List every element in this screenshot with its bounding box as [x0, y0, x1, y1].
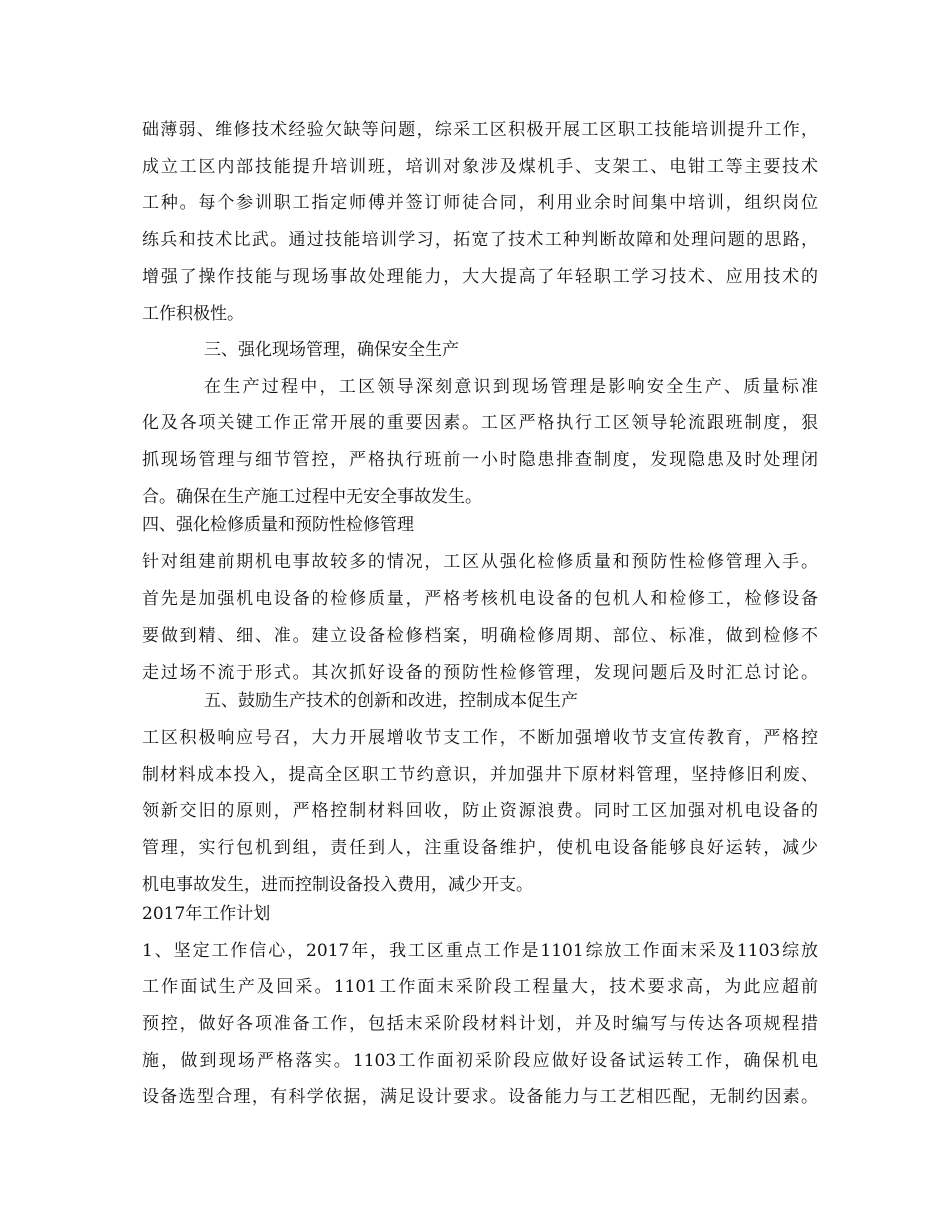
paragraph-line: 工作积极性。 — [142, 304, 244, 324]
section-heading: 2017年工作计划 — [142, 904, 271, 924]
section-heading: 三、强化现场管理，确保安全生产 — [204, 340, 459, 360]
paragraph-line: 要做到精、细、准。建立设备检修档案，明确检修周期、部位、标准，做到检修不 — [142, 626, 818, 646]
paragraph-line: 增强了操作技能与现场事故处理能力，大大提高了年轻职工学习技术、应用技术的 — [142, 267, 818, 287]
paragraph-line: 走过场不流于形式。其次抓好设备的预防性检修管理，发现问题后及时汇总讨论。 — [142, 663, 818, 683]
paragraph-line: 管理，实行包机到组，责任到人，注重设备维护，使机电设备能够良好运转，减少 — [142, 838, 818, 858]
paragraph-line: 化及各项关键工作正常开展的重要因素。工区严格执行工区领导轮流跟班制度，狠 — [142, 413, 818, 433]
paragraph-line: 领新交旧的原则，严格控制材料回收，防止资源浪费。同时工区加强对机电设备的 — [142, 801, 818, 821]
paragraph-line: 针对组建前期机电事故较多的情况，工区从强化检修质量和预防性检修管理入手。 — [142, 552, 818, 572]
paragraph-line: 首先是加强机电设备的检修质量，严格考核机电设备的包机人和检修工，检修设备 — [142, 589, 818, 609]
paragraph-line: 施，做到现场严格落实。1103工作面初采阶段应做好设备试运转工作，确保机电 — [142, 1051, 818, 1071]
paragraph-line: 制材料成本投入，提高全区职工节约意识，并加强井下原材料管理，坚持修旧利废、 — [142, 765, 818, 785]
paragraph-line: 抓现场管理与细节管控，严格执行班前一小时隐患排查制度，发现隐患及时处理闭 — [142, 450, 818, 470]
paragraph-line: 设备选型合理，有科学依据，满足设计要求。设备能力与工艺相匹配，无制约因素。 — [142, 1087, 818, 1107]
paragraph-line: 在生产过程中，工区领导深刻意识到现场管理是影响安全生产、质量标准 — [204, 377, 818, 397]
section-heading: 五、鼓励生产技术的创新和改进，控制成本促生产 — [204, 691, 578, 711]
paragraph-line: 机电事故发生，进而控制设备投入费用，减少开支。 — [142, 875, 533, 895]
paragraph-line: 1、坚定工作信心，2017年，我工区重点工作是1101综放工作面末采及1103综放 — [142, 941, 818, 961]
paragraph-line: 工种。每个参训职工指定师傅并签订师徒合同，利用业余时间集中培训，组织岗位 — [142, 193, 818, 213]
paragraph-line: 练兵和技术比武。通过技能培训学习，拓宽了技术工种判断故障和处理问题的思路， — [142, 230, 818, 250]
paragraph-line: 成立工区内部技能提升培训班，培训对象涉及煤机手、支架工、电钳工等主要技术 — [142, 157, 818, 177]
paragraph-line: 工区积极响应号召，大力开展增收节支工作，不断加强增收节支宣传教育，严格控 — [142, 728, 818, 748]
paragraph-line: 预控，做好各项准备工作，包括末采阶段材料计划，并及时编写与传达各项规程措 — [142, 1014, 818, 1034]
paragraph-line: 础薄弱、维修技术经验欠缺等问题，综采工区积极开展工区职工技能培训提升工作， — [142, 120, 818, 140]
paragraph-line: 工作面试生产及回采。1101工作面末采阶段工程量大，技术要求高，为此应超前 — [142, 977, 818, 997]
section-heading: 四、强化检修质量和预防性检修管理 — [142, 515, 414, 535]
paragraph-line: 合。确保在生产施工过程中无安全事故发生。 — [142, 487, 482, 507]
